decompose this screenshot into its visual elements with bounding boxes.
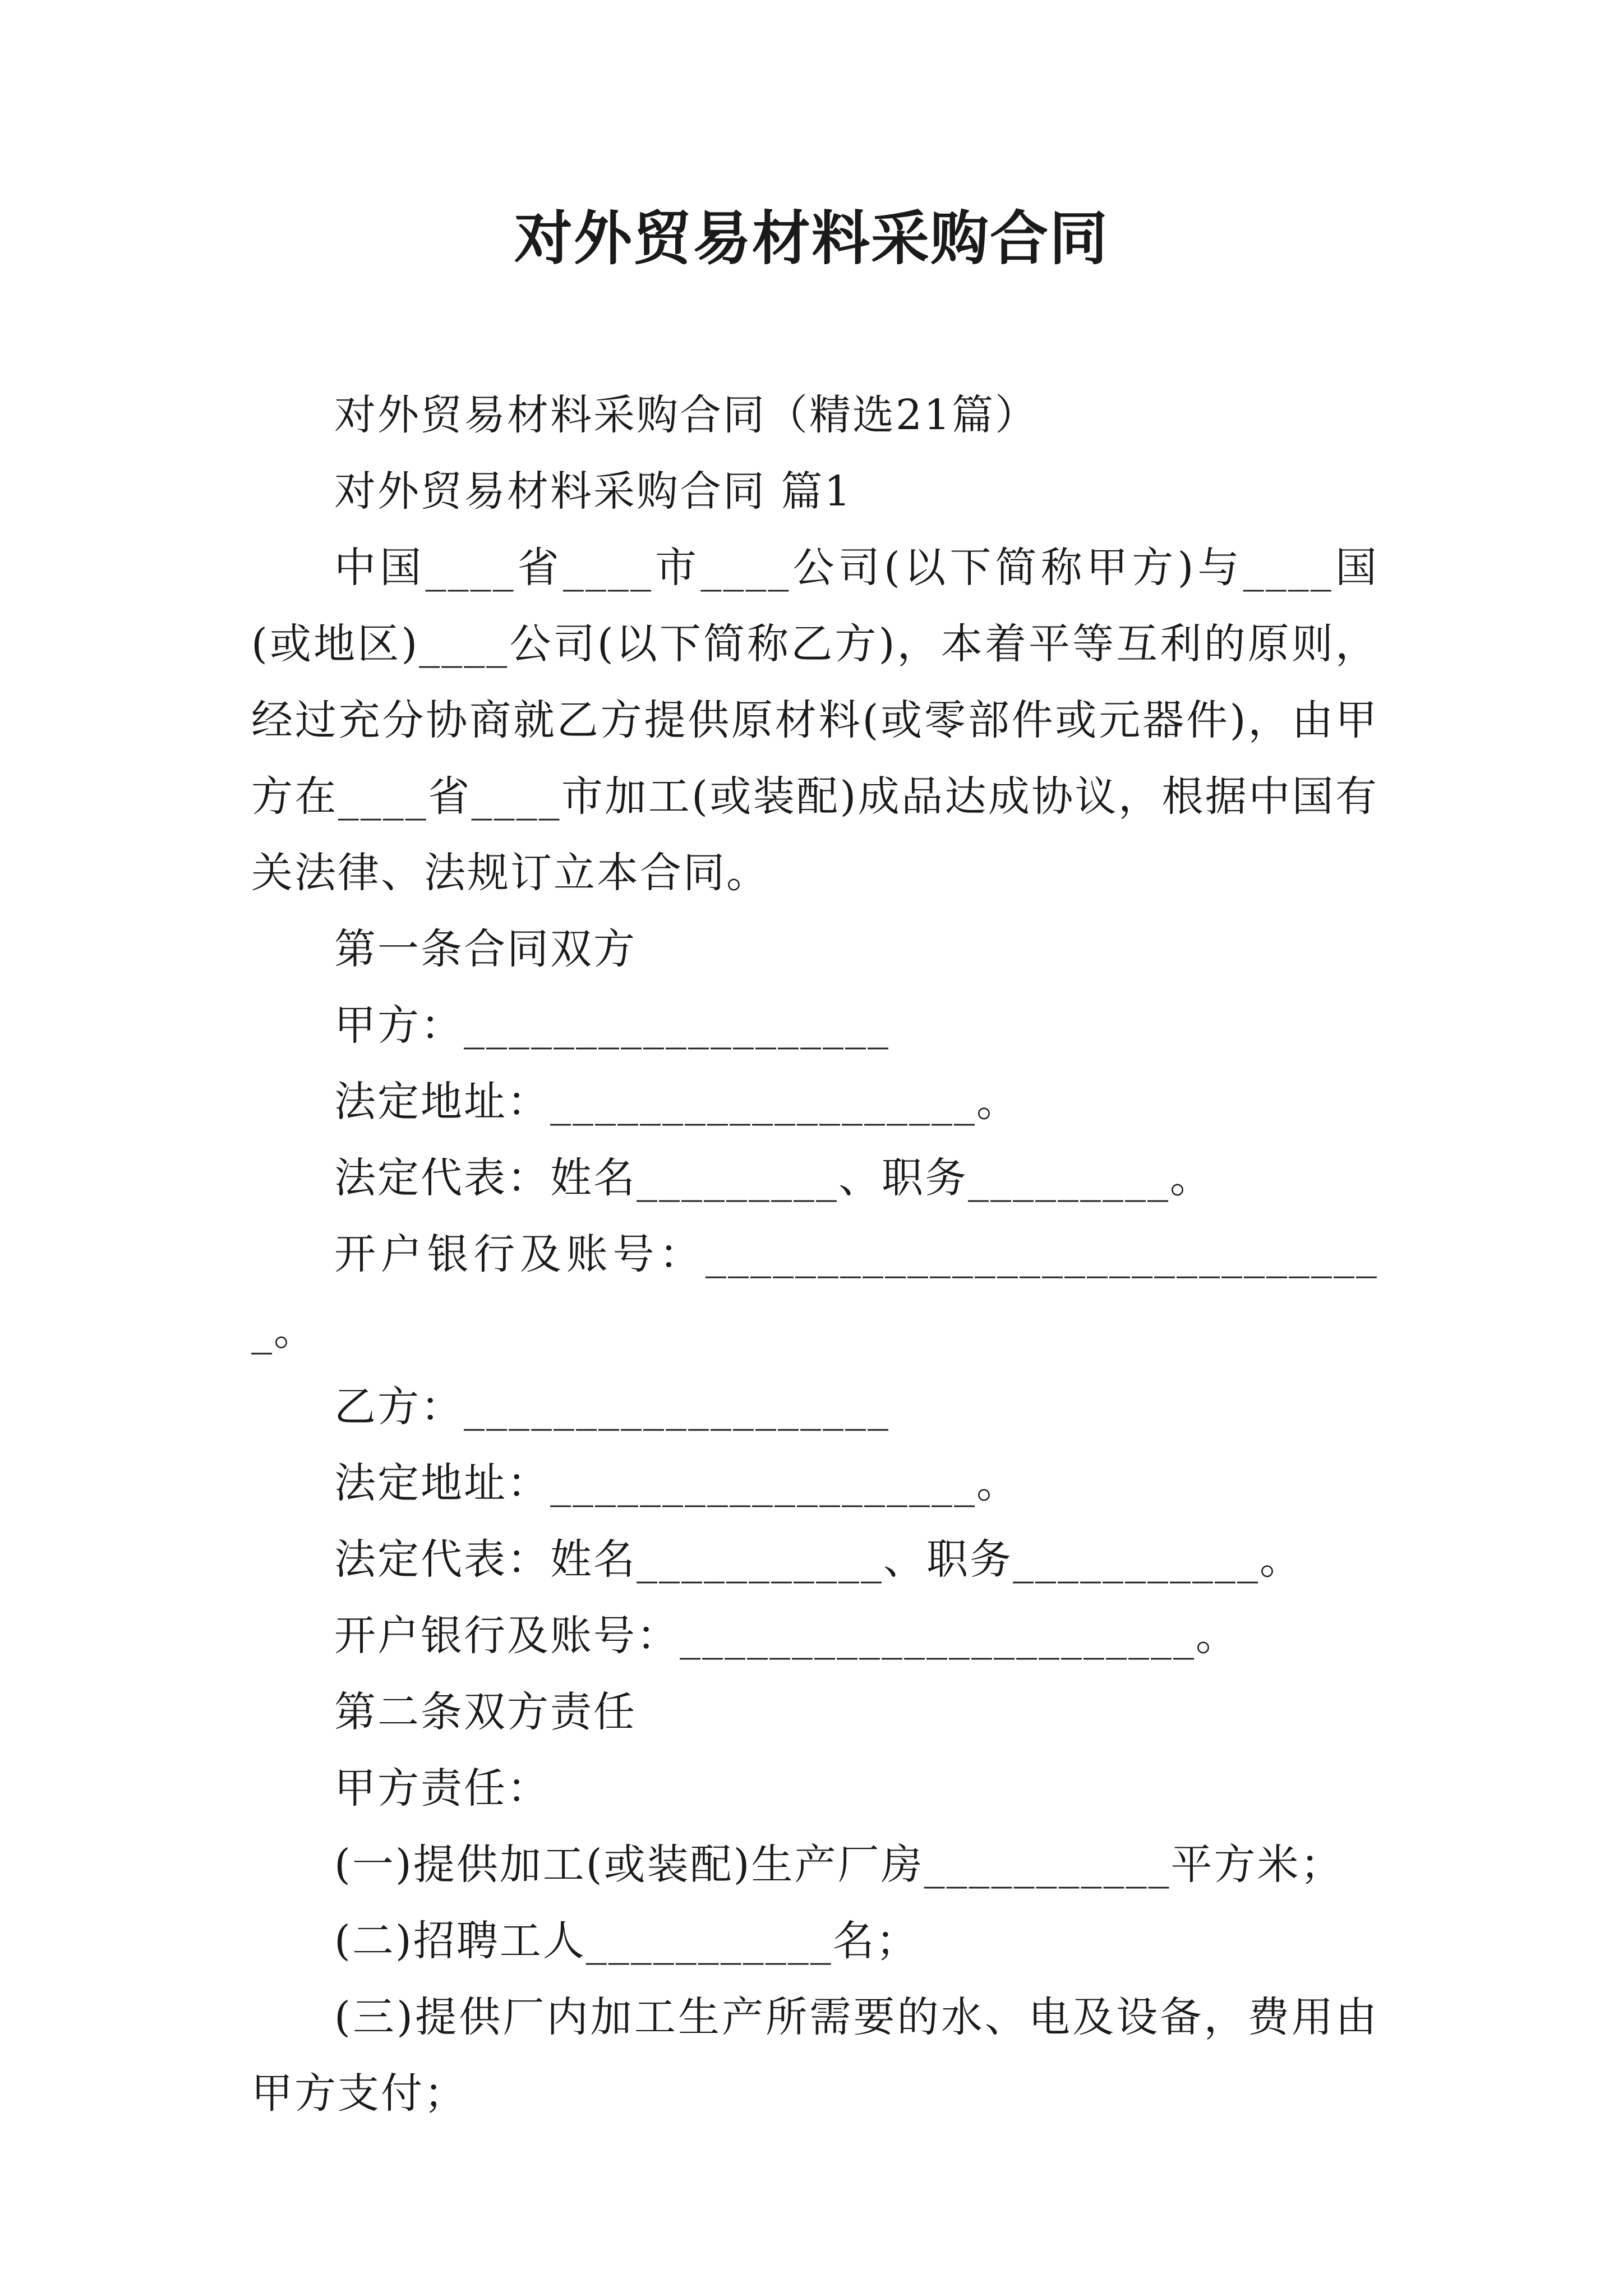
duty-item-2: (二)招聘工人___________名；	[334, 1917, 919, 1965]
article-1-heading: 第一条合同双方	[334, 925, 637, 973]
article-2-heading: 第二条双方责任	[334, 1688, 637, 1736]
party-a-duties-heading: 甲方责任：	[334, 1764, 550, 1812]
section-heading: 对外贸易材料采购合同 篇1	[334, 467, 852, 516]
party-a-address-line: 法定地址：___________________。	[334, 1078, 1020, 1126]
preamble-paragraph: 中国____省____市____公司(以下简称甲方)与____国(或地区)____公司(以下简称乙方)，本着平等互利的原则，经过充分协商就乙方提供原材料(或零部件或元器件)，由甲方在____省____市加工(或装配)成品达成协议，根据中国有关法律、法规订立本合同。	[251, 544, 1378, 897]
party-a-bank-line: 开户银行及账号：_______________________________。	[251, 1230, 1378, 1355]
doc-subtitle: 对外贸易材料采购合同（精选21篇）	[334, 391, 1039, 439]
document-title: 对外贸易材料采购合同	[514, 204, 1109, 273]
party-b-name-line: 乙方：___________________	[334, 1383, 890, 1431]
duty-item-1: (一)提供加工(或装配)生产厂房___________平方米；	[334, 1841, 1344, 1889]
party-b-address-line: 法定地址：___________________。	[334, 1459, 1020, 1507]
party-a-representative-line: 法定代表：姓名_________、职务_________。	[334, 1154, 1213, 1202]
party-b-representative-line: 法定代表：姓名___________、职务___________。	[334, 1535, 1303, 1584]
document-body	[251, 377, 1378, 2132]
party-a-name-line: 甲方：___________________	[334, 1001, 890, 1050]
party-b-bank-line: 开户银行及账号：_______________________。	[334, 1612, 1239, 1660]
duty-item-3: (三)提供厂内加工生产所需要的水、电及设备，费用由甲方支付；	[251, 1993, 1378, 2118]
